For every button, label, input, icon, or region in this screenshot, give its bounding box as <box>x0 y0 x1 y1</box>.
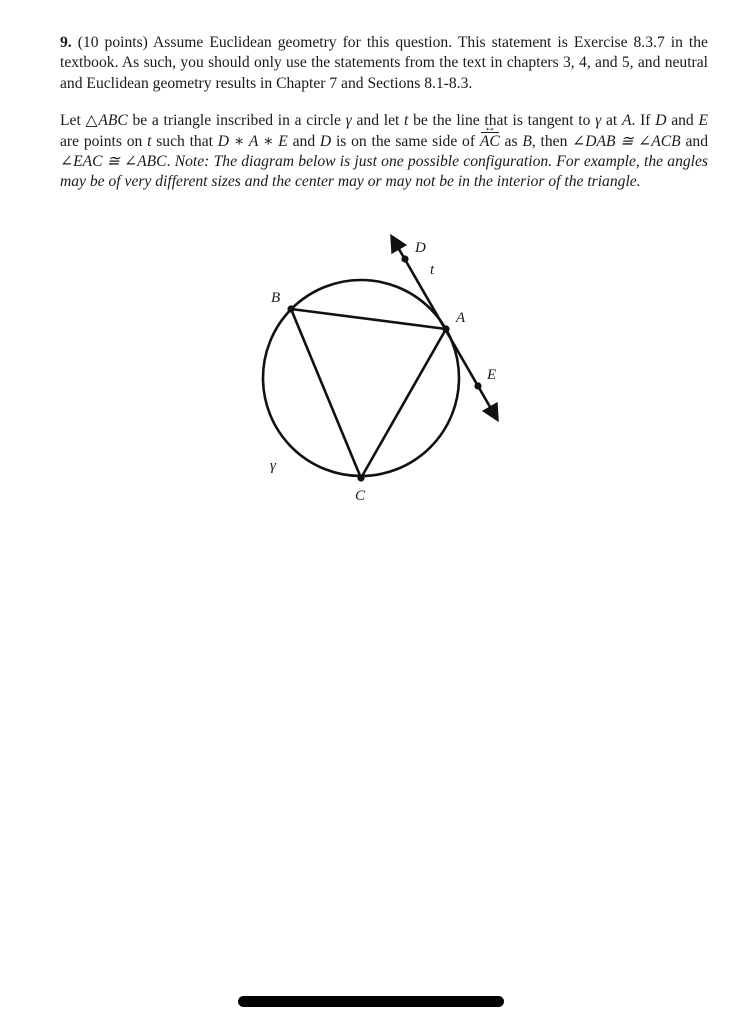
statement-text: Let <box>60 112 86 130</box>
label-a: A <box>456 310 466 326</box>
diagram-note: Note: The diagram below is just one possible configuration. For example, the angles may be of very different sizes and the center may or may not be in the interior of the triangle. <box>60 153 709 191</box>
statement-text: is on the same side of <box>331 132 480 150</box>
home-indicator[interactable] <box>238 996 504 1007</box>
math-symbol: D <box>655 112 667 130</box>
point-b <box>287 305 294 312</box>
label-b: B <box>271 290 281 306</box>
statement-text: , then <box>531 132 573 150</box>
statement-text: and <box>680 132 708 150</box>
statement-text: as <box>499 132 523 150</box>
triangle-symbol: △ABC <box>85 112 128 130</box>
math-symbol: t <box>147 132 152 150</box>
label-c: C <box>355 488 366 504</box>
label-e: E <box>487 367 497 383</box>
statement-text: at <box>601 112 622 130</box>
statement-text: . If <box>631 112 656 130</box>
statement-text: be the line that is tangent to <box>408 112 596 130</box>
betweenness-expression: D ∗ A ∗ E <box>217 132 288 150</box>
angle-congruence-2: ∠EAC ≅ ∠ABC <box>60 153 167 171</box>
question-points: (10 points) <box>77 34 148 51</box>
statement-text: be a triangle inscribed in a circle <box>127 112 346 130</box>
math-symbol: t <box>404 112 409 130</box>
label-gamma: γ <box>270 458 276 474</box>
line-ac-symbol: AC ↔ <box>480 132 500 152</box>
math-symbol: E <box>698 112 708 130</box>
point-d <box>401 255 408 262</box>
statement-text: and <box>287 132 320 150</box>
statement-text: are points on <box>60 132 148 150</box>
point-a <box>442 325 449 332</box>
math-symbol: D <box>319 132 332 150</box>
statement-text: and let <box>351 112 405 130</box>
point-e <box>474 382 481 389</box>
angle-congruence-1: ∠DAB ≅ ∠ACB <box>572 132 681 150</box>
math-symbol: A <box>621 112 632 130</box>
math-symbol: B <box>522 132 532 150</box>
math-symbol: γ <box>595 112 602 130</box>
question-intro-text: Assume Euclidean geometry for this question. This statement is Exercise 8.3.7 in the textbook. As such, you should only use the statements from the text in chapters 3, 4, and 5, and neutral and Euclidean geometry results in Chapter 7 and Sections 8.1-8.3. <box>60 34 708 92</box>
statement-text: . <box>166 153 175 171</box>
math-symbol: γ <box>345 112 352 130</box>
statement-text: and <box>666 112 699 130</box>
question-number: 9. <box>60 34 72 51</box>
label-d: D <box>415 240 426 256</box>
point-c <box>357 474 364 481</box>
label-t: t <box>430 262 435 278</box>
statement-text: such that <box>151 132 218 150</box>
